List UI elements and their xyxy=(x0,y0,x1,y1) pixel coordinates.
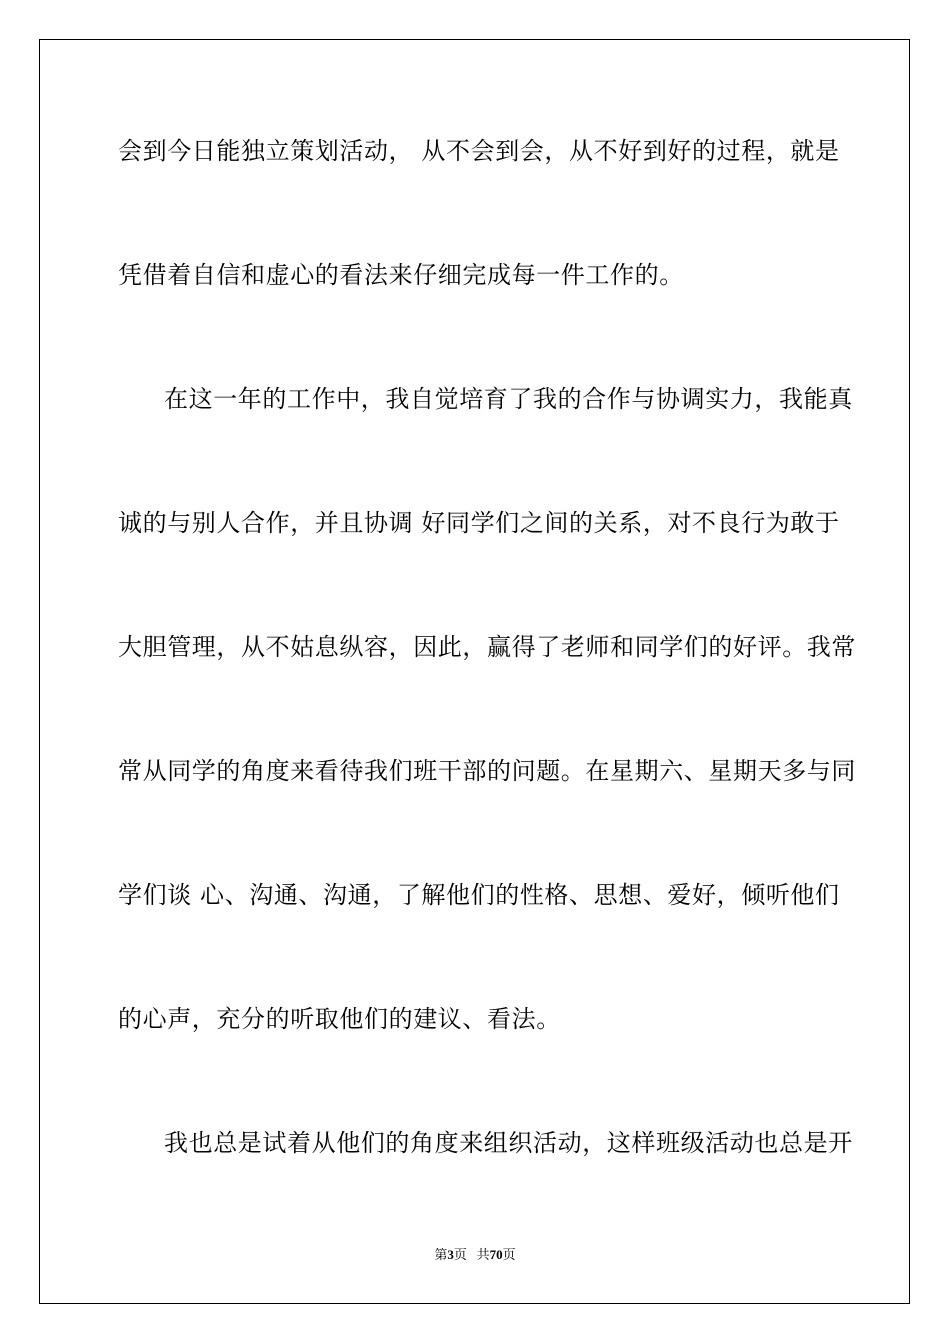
body-text-line: 诚的与别人合作，并且协调 好同学们之间的关系，对不良行为敢于 xyxy=(118,509,840,537)
body-text-line: 的心声，充分的听取他们的建议、看法。 xyxy=(118,1005,561,1033)
body-text-line: 凭借着自信和虚心的看法来仔细完成每一件工作的。 xyxy=(118,261,684,289)
page-border xyxy=(39,39,910,1304)
paragraph-first-line: 在这一年的工作中，我自觉培育了我的合作与协调实力，我能真 xyxy=(164,385,853,413)
paragraph-first-line: 我也总是试着从他们的角度来组织活动，这样班级活动也总是开 xyxy=(164,1129,853,1157)
current-page-number: 3 xyxy=(447,1247,454,1262)
page-prefix: 第 xyxy=(434,1247,448,1262)
body-text-line: 常从同学的角度来看待我们班干部的问题。在星期六、星期天多与同 xyxy=(118,757,856,785)
page-suffix: 页 xyxy=(453,1247,467,1262)
page-number-footer xyxy=(0,1247,950,1263)
total-pages-number: 70 xyxy=(489,1247,503,1262)
total-prefix: 共 xyxy=(476,1247,490,1262)
body-text-line: 大胆管理，从不姑息纵容，因此，赢得了老师和同学们的好评。我常 xyxy=(118,633,856,661)
body-text-line: 会到今日能独立策划活动， 从不会到会，从不好到好的过程，就是 xyxy=(118,137,840,165)
total-suffix: 页 xyxy=(502,1247,516,1262)
body-text-line: 学们谈 心、沟通、沟通，了解他们的性格、思想、爱好，倾听他们 xyxy=(118,881,840,909)
